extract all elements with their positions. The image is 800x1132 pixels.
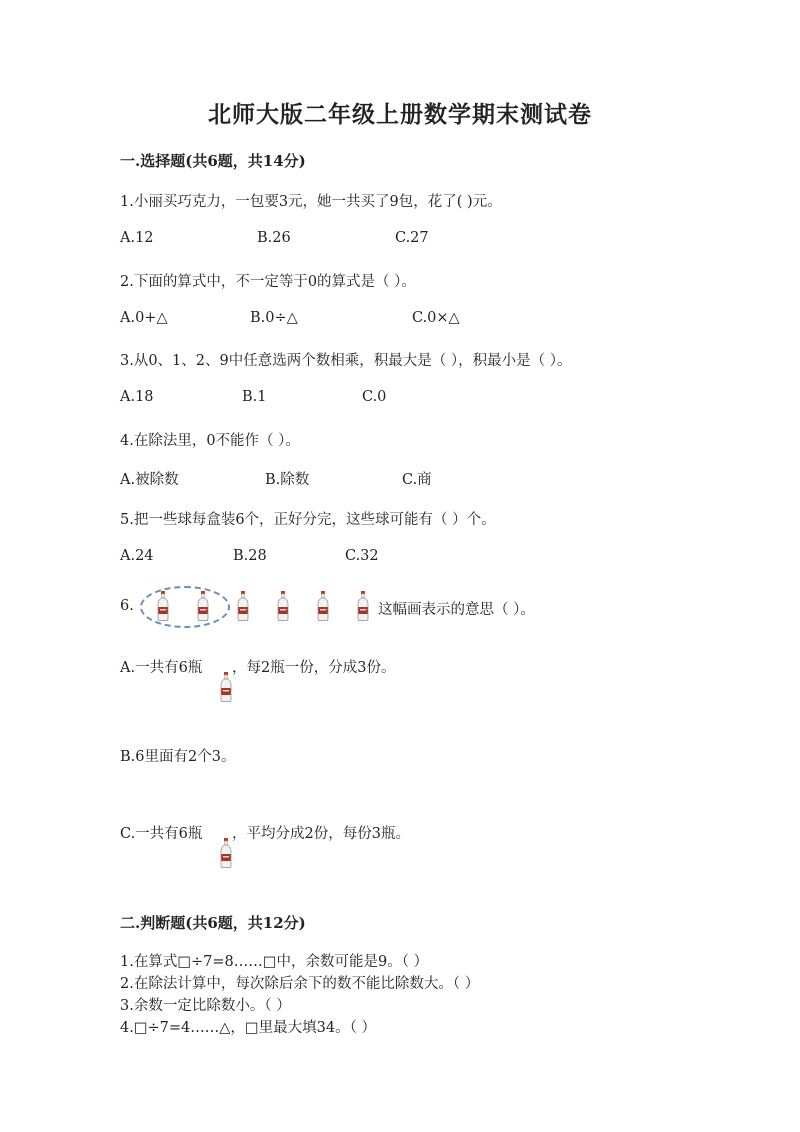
q1-option-c: C.27 [395,230,429,246]
group-dashed-ellipse [140,586,230,628]
q5-option-b: B.28 [233,548,267,564]
q6-option-c-pre: C.一共有6瓶 [120,826,203,842]
q3-option-a: A.18 [120,389,154,405]
judgement-1: 1.在算式□÷7=8……□中，余数可能是9。（ ） [120,954,429,970]
question-5: 5.把一些球每盒装6个，正好分完，这些球可能有（ ）个。 [120,512,496,528]
q2-option-c: C.0×△ [412,310,460,326]
question-1: 1.小丽买巧克力，一包要3元，她一共买了9包，花了( )元。 [120,194,502,210]
judgement-4: 4.□÷7=4……△，□里最大填34。（ ） [120,1020,376,1036]
question-3: 3.从0、1、2、9中任意选两个数相乘，积最大是（ ），积最小是（ ）。 [120,353,572,369]
q1-option-a: A.12 [120,230,154,246]
bottle-icon [357,591,369,621]
bottle-icon [317,591,329,621]
section-heading-judgement: 二.判断题(共6题，共12分) [120,914,306,932]
q2-option-a: A.0+△ [120,310,168,326]
judgement-2: 2.在除法计算中，每次除后余下的数不能比除数大。（ ） [120,976,480,992]
q2-option-b: B.0÷△ [250,310,298,326]
q1-option-b: B.26 [257,230,291,246]
q6-option-b: B.6里面有2个3。 [120,749,236,765]
q6-option-a-post: ，每2瓶一份，分成3份。 [232,660,396,676]
bottle-icon [220,672,232,702]
q5-option-a: A.24 [120,548,154,564]
q4-option-a: A.被除数 [120,472,179,488]
bottle-icon [277,591,289,621]
q5-option-c: C.32 [345,548,379,564]
bottle-icon [157,591,169,621]
q4-option-b: B.除数 [265,472,310,488]
bottle-icon [237,591,249,621]
q6-option-c-post: ，平均分成2份，每份3瓶。 [232,826,410,842]
judgement-3: 3.余数一定比除数小。（ ） [120,998,291,1014]
bottle-icon [197,591,209,621]
q6-option-a-pre: A.一共有6瓶 [120,660,203,676]
question-4: 4.在除法里，0不能作（ ）。 [120,433,300,449]
question-2: 2.下面的算式中，不一定等于0的算式是（ ）。 [120,274,416,290]
bottle-icon [220,838,232,868]
question-6: 这幅画表示的意思（ ）。 [378,602,535,618]
section-heading-choice: 一.选择题(共6题，共14分) [120,152,306,170]
q3-option-c: C.0 [362,389,387,405]
page-title: 北师大版二年级上册数学期末测试卷 [208,101,592,128]
q4-option-c: C.商 [402,472,432,488]
q3-option-b: B.1 [242,389,267,405]
question-6-number: 6. [120,598,134,614]
